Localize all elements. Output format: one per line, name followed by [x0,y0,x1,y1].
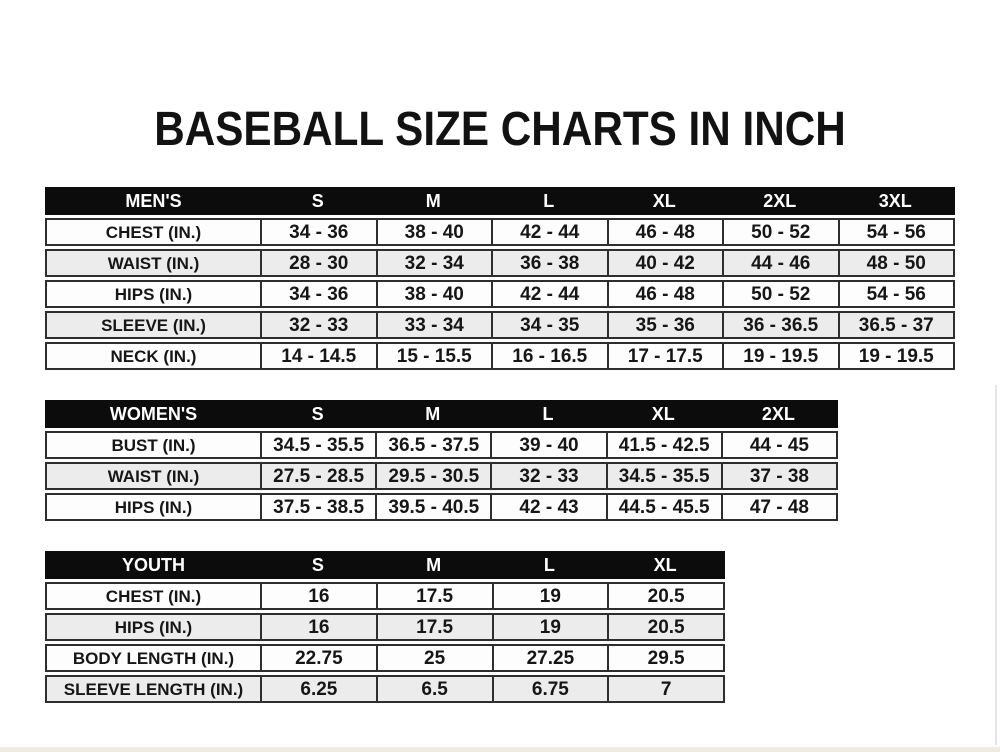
size-value-cell: 32 - 33 [260,313,376,337]
womens-row-waist-in [45,462,838,490]
mens-row-chest-in [45,218,955,246]
size-value-cell: 16 - 16.5 [491,344,607,368]
size-value-cell: 39 - 40 [490,433,605,457]
size-value-cell: 36.5 - 37 [838,313,954,337]
size-value-cell: 17 - 17.5 [607,344,723,368]
size-value-cell: 44.5 - 45.5 [606,495,721,519]
mens-row-sleeve-in [45,311,955,339]
size-value-cell: 7 [607,677,723,701]
size-value-cell: 34 - 35 [491,313,607,337]
size-value-cell: 36.5 - 37.5 [375,433,490,457]
size-value-cell: 42 - 44 [491,282,607,306]
size-value-cell: 50 - 52 [722,282,838,306]
womens-size-header-xl: XL [651,404,675,424]
youth-size-header-s: S [311,555,324,575]
size-value-cell: 44 - 45 [721,433,836,457]
size-value-cell: 36 - 36.5 [722,313,838,337]
size-value-cell: 38 - 40 [376,220,492,244]
row-label: HIPS (IN.) [114,284,193,304]
size-value-cell: 38 - 40 [376,282,492,306]
mens-row-waist-in [45,249,955,277]
scan-artifact-bottom-edge [0,747,1000,752]
size-value-cell: 41.5 - 42.5 [606,433,721,457]
mens-size-header-xl: XL [652,191,676,211]
youth-row-chest-in [45,582,725,610]
size-value-cell: 29.5 [607,646,723,670]
row-label: BUST (IN.) [111,435,196,455]
size-value-cell: 14 - 14.5 [260,344,376,368]
size-value-cell: 22.75 [260,646,376,670]
row-label: SLEEVE (IN.) [101,315,206,335]
mens-row-neck-in [45,342,955,370]
size-value-cell: 46 - 48 [607,282,723,306]
womens-header-row [45,400,838,428]
size-value-cell: 46 - 48 [607,220,723,244]
youth-row-sleeve-length-in [45,675,725,703]
size-value-cell: 17.5 [376,584,492,608]
scan-artifact-right-edge [995,385,997,745]
size-table-womens [45,400,838,524]
size-value-cell: 19 - 19.5 [722,344,838,368]
youth-row-hips-in [45,613,725,641]
womens-group-label: WOMEN'S [109,404,198,424]
size-value-cell: 6.5 [376,677,492,701]
womens-size-header-m: M [425,404,441,424]
size-value-cell: 27.5 - 28.5 [260,464,375,488]
row-label: HIPS (IN.) [114,617,193,637]
size-value-cell: 50 - 52 [722,220,838,244]
size-value-cell: 19 [492,615,608,639]
size-value-cell: 16 [260,584,376,608]
page-title: BASEBALL SIZE CHARTS IN INCH [154,103,846,157]
womens-size-header-l: L [542,404,554,424]
youth-row-body-length-in [45,644,725,672]
size-value-cell: 47 - 48 [721,495,836,519]
size-value-cell: 32 - 33 [490,464,605,488]
size-value-cell: 20.5 [607,615,723,639]
mens-row-hips-in [45,280,955,308]
size-value-cell: 6.75 [492,677,608,701]
mens-size-header-2xl: 2XL [763,191,797,211]
size-value-cell: 54 - 56 [838,282,954,306]
size-value-cell: 35 - 36 [607,313,723,337]
row-label: BODY LENGTH (IN.) [72,648,235,668]
row-label: CHEST (IN.) [105,586,202,606]
size-value-cell: 34.5 - 35.5 [606,464,721,488]
womens-size-header-s: S [311,404,324,424]
size-value-cell: 54 - 56 [838,220,954,244]
size-value-cell: 40 - 42 [607,251,723,275]
womens-row-hips-in [45,493,838,521]
size-value-cell: 42 - 43 [490,495,605,519]
row-label: CHEST (IN.) [105,222,202,242]
row-label: NECK (IN.) [110,346,197,366]
size-value-cell: 27.25 [492,646,608,670]
mens-size-header-m: M [425,191,441,211]
size-table-mens [45,187,955,373]
mens-group-label: MEN'S [125,191,182,211]
womens-size-header-2xl: 2XL [761,404,795,424]
size-value-cell: 17.5 [376,615,492,639]
size-value-cell: 42 - 44 [491,220,607,244]
mens-size-header-l: L [543,191,555,211]
womens-row-bust-in [45,431,838,459]
youth-header-row [45,551,725,579]
mens-header-row [45,187,955,215]
size-value-cell: 34 - 36 [260,220,376,244]
youth-size-header-xl: XL [653,555,677,575]
size-value-cell: 28 - 30 [260,251,376,275]
size-value-cell: 6.25 [260,677,376,701]
size-value-cell: 25 [376,646,492,670]
mens-size-header-3xl: 3XL [878,191,912,211]
size-value-cell: 32 - 34 [376,251,492,275]
size-value-cell: 37 - 38 [721,464,836,488]
mens-size-header-s: S [311,191,324,211]
youth-size-header-m: M [426,555,442,575]
size-value-cell: 36 - 38 [491,251,607,275]
row-label: HIPS (IN.) [114,497,193,517]
size-value-cell: 15 - 15.5 [376,344,492,368]
size-value-cell: 29.5 - 30.5 [375,464,490,488]
size-value-cell: 37.5 - 38.5 [260,495,375,519]
row-label: WAIST (IN.) [107,253,200,273]
size-value-cell: 20.5 [607,584,723,608]
size-table-youth [45,551,725,706]
size-value-cell: 19 [492,584,608,608]
youth-size-header-l: L [543,555,555,575]
size-value-cell: 16 [260,615,376,639]
row-label: SLEEVE LENGTH (IN.) [63,679,244,699]
size-value-cell: 33 - 34 [376,313,492,337]
youth-group-label: YOUTH [122,555,185,575]
size-value-cell: 39.5 - 40.5 [375,495,490,519]
row-label: WAIST (IN.) [107,466,200,486]
size-value-cell: 19 - 19.5 [838,344,954,368]
size-value-cell: 44 - 46 [722,251,838,275]
size-value-cell: 34 - 36 [260,282,376,306]
size-value-cell: 48 - 50 [838,251,954,275]
size-value-cell: 34.5 - 35.5 [260,433,375,457]
